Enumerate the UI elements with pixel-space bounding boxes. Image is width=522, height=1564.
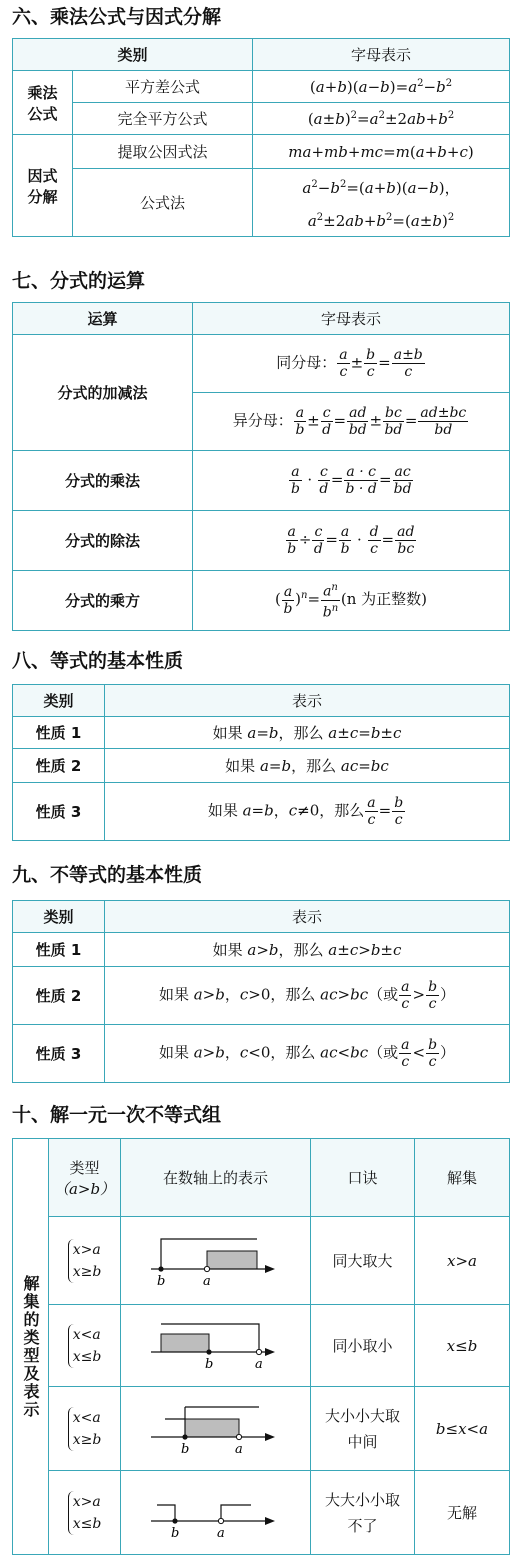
side-label: 解集的类型及表示 (13, 1139, 49, 1555)
number-line-2 (121, 1305, 311, 1387)
formula-different-denominator: 异分母： $\frac{a}{b}$ ± $\frac{c}{d}$ = $\frac{ad}{bd}$ ± $\frac{bc}{bd}$ = $\frac{ad\pm bc}{bd}$ (193, 393, 510, 451)
power-note: n 为正整数 (346, 590, 422, 609)
eq-property-3-text: 如果 a=b，c≠0，那么 $\frac{a}{c}$ = $\frac{b}{c}$ (105, 783, 510, 841)
section-8-title: 八、等式的基本性质 (12, 650, 184, 672)
formula-divide: $\frac{a}{b}$ ÷ $\frac{c}{d}$ = $\frac{a}{b}$ · $\frac{d}{c}$ = $\frac{ad}{bc}$ (193, 511, 510, 571)
eq-property-2: 性质 2 (13, 749, 105, 783)
header-representation: 字母表示 (253, 39, 510, 71)
table-row (13, 1387, 510, 1471)
eq-property-1-text: 如果 a=b，那么 a±c=b±c (105, 717, 510, 749)
row-name-formula-method: 公式法 (73, 169, 253, 237)
system-2: x<a x≤b (49, 1305, 121, 1387)
system-3: x<a x≥b (49, 1387, 121, 1471)
svg-text:b: b (180, 1441, 189, 1455)
row-name-add-subtract: 分式的加减法 (13, 335, 193, 451)
formula-perfect-square: $(a\pm b)^2=a^2\pm 2ab+b^2$ (253, 103, 510, 135)
number-line-4 (121, 1471, 311, 1555)
svg-text:b: b (156, 1273, 165, 1287)
svg-text:a: a (216, 1525, 225, 1539)
solution-1: x>a (415, 1217, 510, 1305)
header-category: 类别 (13, 685, 105, 717)
solution-3: b≤x<a (415, 1387, 510, 1471)
ineq-property-2-text: 如果 a>b，c>0，那么 ac>bc（或 $\frac{a}{c}$ > $\frac{b}{c}$ ） (105, 967, 510, 1025)
ineq-property-2: 性质 2 (13, 967, 105, 1025)
header-number-line: 在数轴上的表示 (121, 1139, 311, 1217)
svg-text:a: a (234, 1441, 243, 1455)
table-inequality-systems (12, 1138, 510, 1555)
section-6-title: 六、乘法公式与因式分解 (12, 6, 222, 28)
system-4: x>a x≤b (49, 1471, 121, 1555)
solution-4: 无解 (415, 1471, 510, 1555)
ineq-property-1-text: 如果 a>b，那么 a±c>b±c (105, 933, 510, 967)
section-10-title: 十、解一元一次不等式组 (12, 1104, 222, 1126)
table-multiplication-formulas (12, 38, 510, 237)
eq-property-1: 性质 1 (13, 717, 105, 749)
row-name-common-factor: 提取公因式法 (73, 135, 253, 169)
svg-text:b: b (204, 1356, 213, 1372)
eq-property-3: 性质 3 (13, 783, 105, 841)
row-name-divide: 分式的除法 (13, 511, 193, 571)
number-line-1 (121, 1217, 311, 1305)
table-row (13, 1217, 510, 1305)
svg-text:a: a (254, 1356, 263, 1372)
formula-common-factor: ma+mb+mc=m(a+b+c) (253, 135, 510, 169)
formula-difference-of-squares: $(a+b)(a-b)=a^2-b^2$ (253, 71, 510, 103)
section-7-title: 七、分式的运算 (12, 270, 146, 292)
formula-multiply: $\frac{a}{b}$ · $\frac{c}{d}$ = $\frac{a \cdot c}{b \cdot d}$ = $\frac{ac}{bd}$ (193, 451, 510, 511)
formula-power: ( $\frac{a}{b}$ )$^n$= $\frac{a^n}{b^n}$ (n 为正整数) (193, 571, 510, 631)
header-representation: 字母表示 (193, 303, 510, 335)
row-name-power: 分式的乘方 (13, 571, 193, 631)
rhyme-1: 同大取大 (311, 1217, 415, 1305)
header-rhyme: 口诀 (311, 1139, 415, 1217)
system-1: x>a x≥b (49, 1217, 121, 1305)
table-inequality-properties (12, 900, 510, 1083)
header-representation: 表示 (105, 901, 510, 933)
rhyme-2: 同小取小 (311, 1305, 415, 1387)
table-row (13, 1305, 510, 1387)
formula-same-denominator: 同分母： $\frac{a}{c}$ ± $\frac{b}{c}$ = $\frac{a\pm b}{c}$ (193, 335, 510, 393)
row-name-difference-of-squares: 平方差公式 (73, 71, 253, 103)
header-operation: 运算 (13, 303, 193, 335)
rhyme-3: 大小小大取中间 (311, 1387, 415, 1471)
header-category: 类别 (13, 39, 253, 71)
header-representation: 表示 (105, 685, 510, 717)
section-9-title: 九、不等式的基本性质 (12, 864, 203, 886)
ineq-property-3-text: 如果 a>b，c<0，那么 ac<bc（或 $\frac{a}{c}$ < $\frac{b}{c}$ ） (105, 1025, 510, 1083)
group-multiplication-formula: 乘法 公式 (13, 71, 73, 135)
table-equation-properties (12, 684, 510, 841)
group-factorization: 因式 分解 (13, 135, 73, 237)
table-row (13, 1471, 510, 1555)
svg-text:b: b (170, 1525, 179, 1539)
table-fraction-operations (12, 302, 510, 631)
ineq-property-3: 性质 3 (13, 1025, 105, 1083)
header-type: 类型 （a>b） (49, 1139, 121, 1217)
header-solution: 解集 (415, 1139, 510, 1217)
rhyme-4: 大大小小取不了 (311, 1471, 415, 1555)
number-line-3 (121, 1387, 311, 1471)
formula-formula-method: $a^2-b^2=(a+b)(a-b)$， $a^2\pm 2ab+b^2=(a\pm b)^2$ (253, 169, 510, 237)
solution-2: x≤b (415, 1305, 510, 1387)
row-name-perfect-square: 完全平方公式 (73, 103, 253, 135)
header-category: 类别 (13, 901, 105, 933)
ineq-property-1: 性质 1 (13, 933, 105, 967)
eq-property-2-text: 如果 a=b，那么 ac=bc (105, 749, 510, 783)
svg-text:a: a (202, 1273, 211, 1287)
row-name-multiply: 分式的乘法 (13, 451, 193, 511)
